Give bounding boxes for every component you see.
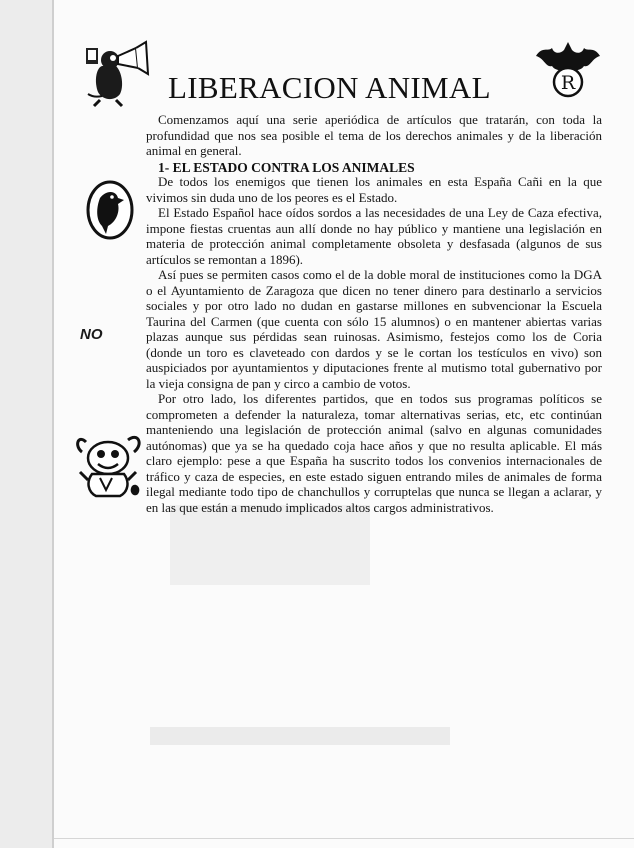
page-margin-strip xyxy=(0,0,52,848)
registered-letter: R xyxy=(560,72,576,94)
margin-no-label: NO xyxy=(80,326,103,343)
section-heading: 1- EL ESTADO CONTRA LOS ANIMALES xyxy=(158,160,415,175)
page-title: LIBERACION ANIMAL xyxy=(168,70,491,105)
body-paragraph: El Estado Español hace oídos sordos a las necesidades de una Ley de Caza efectiva, impone fiestas cruentas aun allí donde no hay público y mantiene una legislación en materia de protección animal completamente obsoleta y desfasada (algunos de sus artículos se remontan a 1896). xyxy=(146,205,602,267)
body-paragraph: Por otro lado, los diferentes partidos, que en todos sus programas políticos se comprometen a defender la naturaleza, tomar alternativas serias, etc, etc continúan manteniendo una legislación de protección animal (salvo en algunas comunidades autónomas) que ya se ha quedado coja hace años y que no resulta aplicable. El más claro ejemplo: pese a que España ha suscrito todos los convenios internacionales de tráfico y caza de especies, en este estado siguen entrando miles de animales de forma ilegal mediante todo tipo de chanchullos y corruptelas que nunca se llegan a aclarar, y en las que están a menudo implicados altos cargos administrativos. xyxy=(146,391,602,515)
demon-illustration xyxy=(72,432,150,502)
body-paragraph: De todos los enemigos que tienen los animales en esta España Cañi en la que vivimos sin duda uno de los peores es el Estado. xyxy=(146,174,602,205)
body-paragraph: Así pues se permiten casos como el de la doble moral de instituciones como la DGA o el Ayuntamiento de Zaragoza que dicen no tener dinero para destinarlo a servicios sociales y por otro lado no dudan en gastarse millones en subvencionar la Escuela Taurina del Carmen (que cuenta con sólo 15 alumnos) o en mantener abiertas varias plazas aunque sus pérdidas sean ruinosas. Asimismo, festejos como los de Coria (donde un toro es claveteado con dardos y se le cortan los testículos en vivo) son auspiciados por ayuntamientos y diputaciones frente al mutismo total gubernativo por la vieja consigna de pan y circo a cambio de votos. xyxy=(146,267,602,391)
protest-figure-illustration xyxy=(80,38,152,108)
paper-bottom-edge xyxy=(54,838,634,839)
crow-circle-illustration xyxy=(84,178,136,242)
intro-paragraph: Comenzamos aquí una serie aperiódica de artículos que tratarán, con toda la profundidad que nos sea posible el tema de los derechos animales y de la liberación animal en general. xyxy=(146,112,602,158)
article-body xyxy=(146,174,602,515)
bat-logo-icon xyxy=(534,38,602,100)
bleed-through-image xyxy=(170,505,370,585)
bleed-through-shape: ▬▬▬▬▬ xyxy=(150,691,450,758)
